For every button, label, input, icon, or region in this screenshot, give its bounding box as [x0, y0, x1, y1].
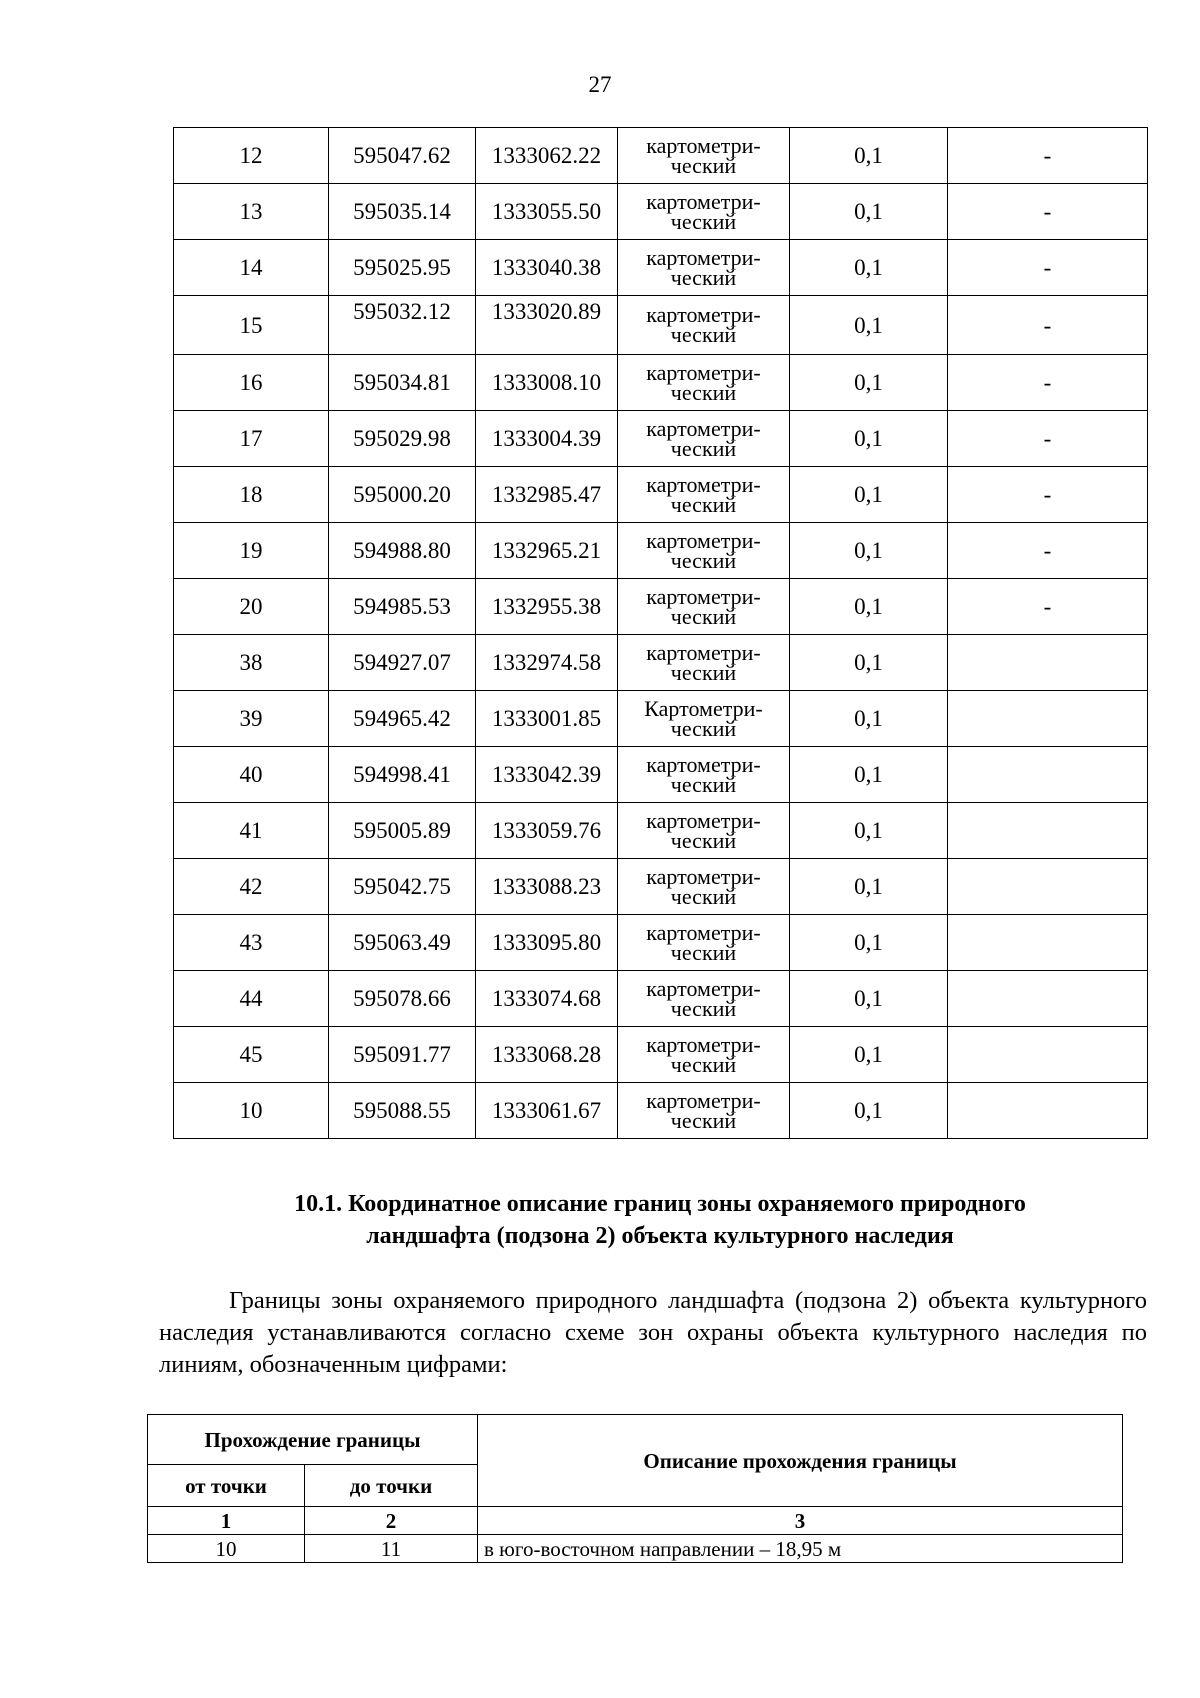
method-cell: [618, 691, 790, 747]
point-number-cell: 40: [174, 747, 329, 803]
method-line2: ческий: [670, 771, 737, 797]
coordinates-table: [173, 127, 1148, 1139]
header-from-point: от точки: [148, 1465, 305, 1507]
x-coordinate-cell: 595029.98: [329, 411, 476, 467]
coordinate-row: [174, 296, 1148, 355]
accuracy-cell: 0,1: [790, 579, 948, 635]
note-cell: -: [948, 411, 1148, 467]
method-line2: ческий: [670, 939, 737, 965]
coordinate-row: [174, 1027, 1148, 1083]
method-line1: картометри-: [646, 244, 761, 270]
accuracy-cell: 0,1: [790, 1027, 948, 1083]
note-cell: [948, 635, 1148, 691]
y-coordinate-cell: 1332965.21: [476, 523, 618, 579]
x-coordinate-cell: 595034.81: [329, 355, 476, 411]
x-coordinate-cell: 594965.42: [329, 691, 476, 747]
point-number-cell: 14: [174, 240, 329, 296]
note-cell: [948, 691, 1148, 747]
x-coordinate-cell: 595047.62: [329, 128, 476, 184]
y-coordinate-cell: 1332985.47: [476, 467, 618, 523]
boundary-table: [147, 1414, 1123, 1563]
method-line2: ческий: [670, 995, 737, 1021]
method-line2: ческий: [670, 435, 737, 461]
note-cell: -: [948, 355, 1148, 411]
method-cell: [618, 296, 790, 355]
point-number-cell: 42: [174, 859, 329, 915]
method-cell: [618, 635, 790, 691]
coordinate-row: [174, 240, 1148, 296]
header-boundary-passage: Прохождение границы: [148, 1415, 478, 1465]
point-number-cell: 12: [174, 128, 329, 184]
x-coordinate-cell: 595000.20: [329, 467, 476, 523]
method-cell: [618, 859, 790, 915]
method-line2: ческий: [670, 659, 737, 685]
header-boundary-description: Описание прохождения границы: [478, 1415, 1123, 1507]
accuracy-cell: 0,1: [790, 691, 948, 747]
coordinate-row: [174, 915, 1148, 971]
y-coordinate-cell: 1333020.89: [476, 296, 618, 355]
coordinate-row: [174, 355, 1148, 411]
note-cell: [948, 915, 1148, 971]
method-line1: картометри-: [646, 1031, 761, 1057]
y-coordinate-cell: 1333095.80: [476, 915, 618, 971]
method-line2: ческий: [670, 603, 737, 629]
coordinate-row: [174, 971, 1148, 1027]
coordinate-row: [174, 128, 1148, 184]
method-line1: картометри-: [646, 471, 761, 497]
method-line2: ческий: [670, 379, 737, 405]
accuracy-cell: 0,1: [790, 859, 948, 915]
coordinate-row: [174, 579, 1148, 635]
boundary-header-row: [148, 1415, 1123, 1465]
page-number: 27: [588, 72, 612, 97]
point-number-cell: 20: [174, 579, 329, 635]
column-number-2: 2: [305, 1507, 478, 1535]
x-coordinate-cell: 594985.53: [329, 579, 476, 635]
column-number-1: 1: [148, 1507, 305, 1535]
method-line2: ческий: [670, 715, 737, 741]
column-number-3: 3: [478, 1507, 1123, 1535]
method-line1: картометри-: [646, 751, 761, 777]
x-coordinate-cell: 595025.95: [329, 240, 476, 296]
method-line1: картометри-: [646, 415, 761, 441]
method-cell: [618, 355, 790, 411]
point-number-cell: 17: [174, 411, 329, 467]
method-line1: картометри-: [646, 302, 761, 327]
section-heading-line2: ландшафта (подзона 2) объекта культурного наследия: [366, 1223, 954, 1249]
accuracy-cell: 0,1: [790, 355, 948, 411]
header-to-point: до точки: [305, 1465, 478, 1507]
note-cell: [948, 971, 1148, 1027]
note-cell: -: [948, 296, 1148, 355]
accuracy-cell: 0,1: [790, 915, 948, 971]
x-coordinate-cell: 594988.80: [329, 523, 476, 579]
method-cell: [618, 128, 790, 184]
point-number-cell: 19: [174, 523, 329, 579]
method-line1: картометри-: [646, 188, 761, 214]
boundary-from-point: 10: [148, 1535, 305, 1563]
coordinate-row: [174, 467, 1148, 523]
x-coordinate-cell: 595063.49: [329, 915, 476, 971]
x-coordinate-cell: 595042.75: [329, 859, 476, 915]
point-number-cell: 18: [174, 467, 329, 523]
point-number-cell: 15: [174, 296, 329, 355]
note-cell: [948, 859, 1148, 915]
accuracy-cell: 0,1: [790, 803, 948, 859]
accuracy-cell: 0,1: [790, 296, 948, 355]
x-coordinate-cell: 594998.41: [329, 747, 476, 803]
accuracy-cell: 0,1: [790, 240, 948, 296]
accuracy-cell: 0,1: [790, 747, 948, 803]
method-cell: [618, 915, 790, 971]
accuracy-cell: 0,1: [790, 635, 948, 691]
y-coordinate-cell: 1333004.39: [476, 411, 618, 467]
y-coordinate-cell: 1333042.39: [476, 747, 618, 803]
method-line2: ческий: [670, 208, 737, 234]
boundary-number-row: [148, 1507, 1123, 1535]
point-number-cell: 10: [174, 1083, 329, 1139]
coordinate-row: [174, 1083, 1148, 1139]
point-number-cell: 38: [174, 635, 329, 691]
method-line1: картометри-: [646, 359, 761, 385]
method-line2: ческий: [670, 264, 737, 290]
x-coordinate-cell: 595032.12: [329, 296, 476, 355]
method-line1: картометри-: [646, 807, 761, 833]
coordinate-row: [174, 747, 1148, 803]
y-coordinate-cell: 1333088.23: [476, 859, 618, 915]
method-cell: [618, 579, 790, 635]
note-cell: -: [948, 240, 1148, 296]
method-line2: ческий: [670, 1051, 737, 1077]
note-cell: -: [948, 467, 1148, 523]
note-cell: [948, 1083, 1148, 1139]
y-coordinate-cell: 1333074.68: [476, 971, 618, 1027]
x-coordinate-cell: 595005.89: [329, 803, 476, 859]
accuracy-cell: 0,1: [790, 184, 948, 240]
method-line1: картометри-: [646, 863, 761, 889]
point-number-cell: 44: [174, 971, 329, 1027]
x-coordinate-cell: 595078.66: [329, 971, 476, 1027]
body-paragraph: Границы зоны охраняемого природного ландшафта (подзона 2) объекта культурного наследия устанавливаются согласно схеме зон охраны объекта культурного наследия по линиям, обозначенным цифрами:: [159, 1287, 1147, 1378]
method-cell: [618, 184, 790, 240]
point-number-cell: 39: [174, 691, 329, 747]
note-cell: -: [948, 184, 1148, 240]
y-coordinate-cell: 1333062.22: [476, 128, 618, 184]
method-cell: [618, 411, 790, 467]
y-coordinate-cell: 1333001.85: [476, 691, 618, 747]
x-coordinate-cell: 595088.55: [329, 1083, 476, 1139]
method-line2: ческий: [670, 152, 737, 178]
coordinate-row: [174, 523, 1148, 579]
coordinate-row: [174, 691, 1148, 747]
method-cell: [618, 971, 790, 1027]
method-cell: [618, 1083, 790, 1139]
method-cell: [618, 523, 790, 579]
y-coordinate-cell: 1333055.50: [476, 184, 618, 240]
point-number-cell: 16: [174, 355, 329, 411]
method-cell: [618, 747, 790, 803]
method-line1: картометри-: [646, 1087, 761, 1113]
accuracy-cell: 0,1: [790, 467, 948, 523]
method-line1: картометри-: [646, 527, 761, 553]
method-line1: картометри-: [646, 639, 761, 665]
coordinate-row: [174, 635, 1148, 691]
note-cell: [948, 747, 1148, 803]
method-line1: картометри-: [646, 919, 761, 945]
coordinate-row: [174, 803, 1148, 859]
method-line2: ческий: [670, 1107, 737, 1133]
method-cell: [618, 1027, 790, 1083]
section-heading: [173, 1188, 1147, 1252]
section-heading-line1: 10.1. Координатное описание границ зоны охраняемого природного: [294, 1191, 1026, 1217]
y-coordinate-cell: 1332974.58: [476, 635, 618, 691]
boundary-description: в юго-восточном направлении – 18,95 м: [478, 1535, 1123, 1563]
x-coordinate-cell: 595035.14: [329, 184, 476, 240]
point-number-cell: 43: [174, 915, 329, 971]
y-coordinate-cell: 1332955.38: [476, 579, 618, 635]
accuracy-cell: 0,1: [790, 971, 948, 1027]
method-line2: ческий: [670, 491, 737, 517]
method-line2: ческий: [670, 883, 737, 909]
method-cell: [618, 240, 790, 296]
method-line2: ческий: [670, 547, 737, 573]
note-cell: -: [948, 128, 1148, 184]
accuracy-cell: 0,1: [790, 1083, 948, 1139]
x-coordinate-cell: 595091.77: [329, 1027, 476, 1083]
point-number-cell: 13: [174, 184, 329, 240]
point-number-cell: 45: [174, 1027, 329, 1083]
accuracy-cell: 0,1: [790, 128, 948, 184]
method-line2: ческий: [670, 322, 737, 347]
method-line1: Картометри-: [644, 695, 763, 721]
y-coordinate-cell: 1333061.67: [476, 1083, 618, 1139]
method-line2: ческий: [670, 827, 737, 853]
method-cell: [618, 803, 790, 859]
point-number-cell: 41: [174, 803, 329, 859]
accuracy-cell: 0,1: [790, 411, 948, 467]
boundary-row: [148, 1535, 1123, 1563]
note-cell: [948, 1027, 1148, 1083]
method-line1: картометри-: [646, 132, 761, 158]
method-cell: [618, 467, 790, 523]
coordinate-row: [174, 411, 1148, 467]
method-line1: картометри-: [646, 975, 761, 1001]
y-coordinate-cell: 1333068.28: [476, 1027, 618, 1083]
y-coordinate-cell: 1333008.10: [476, 355, 618, 411]
boundary-to-point: 11: [305, 1535, 478, 1563]
note-cell: -: [948, 579, 1148, 635]
y-coordinate-cell: 1333059.76: [476, 803, 618, 859]
x-coordinate-cell: 594927.07: [329, 635, 476, 691]
coordinate-row: [174, 859, 1148, 915]
method-line1: картометри-: [646, 583, 761, 609]
note-cell: -: [948, 523, 1148, 579]
coordinate-row: [174, 184, 1148, 240]
accuracy-cell: 0,1: [790, 523, 948, 579]
note-cell: [948, 803, 1148, 859]
y-coordinate-cell: 1333040.38: [476, 240, 618, 296]
